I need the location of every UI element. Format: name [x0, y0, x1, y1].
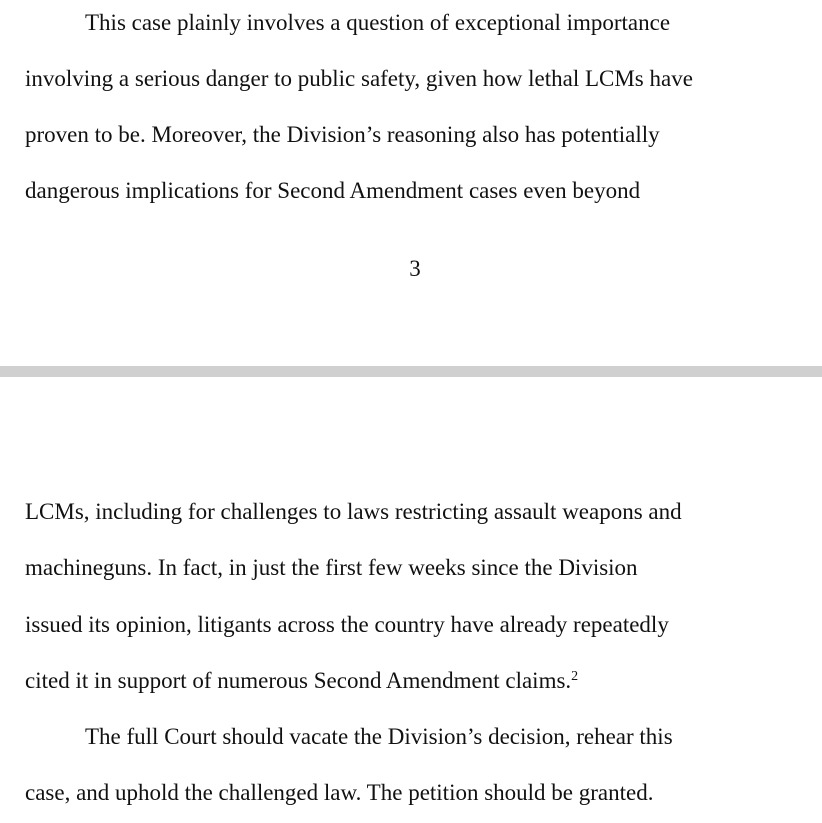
- paragraph-line: issued its opinion, litigants across the country have already repeatedly: [25, 612, 669, 637]
- paragraph-line: The full Court should vacate the Division’s decision, rehear this: [85, 724, 673, 749]
- paragraph-line: dangerous implications for Second Amendment cases even beyond: [25, 178, 641, 203]
- paragraph-line: [25, 666, 578, 700]
- paragraph-text: cited it in support of numerous Second Amendment claims.: [25, 668, 572, 693]
- page-number: 3: [409, 256, 421, 281]
- paragraph-line: This case plainly involves a question of exceptional importance: [85, 10, 671, 35]
- paragraph-line: involving a serious danger to public safety, given how lethal LCMs have: [25, 66, 693, 91]
- paragraph-line: proven to be. Moreover, the Division’s reasoning also has potentially: [25, 122, 660, 147]
- paragraph-line: machineguns. In fact, in just the first few weeks since the Division: [25, 555, 638, 580]
- document-page-bottom: [0, 377, 822, 823]
- paragraph-line: case, and uphold the challenged law. The petition should be granted.: [25, 780, 654, 805]
- document-page-top: [0, 0, 822, 366]
- paragraph-line: LCMs, including for challenges to laws restricting assault weapons and: [25, 499, 682, 524]
- page-separator: [0, 366, 822, 377]
- footnote-marker[interactable]: 2: [571, 669, 579, 684]
